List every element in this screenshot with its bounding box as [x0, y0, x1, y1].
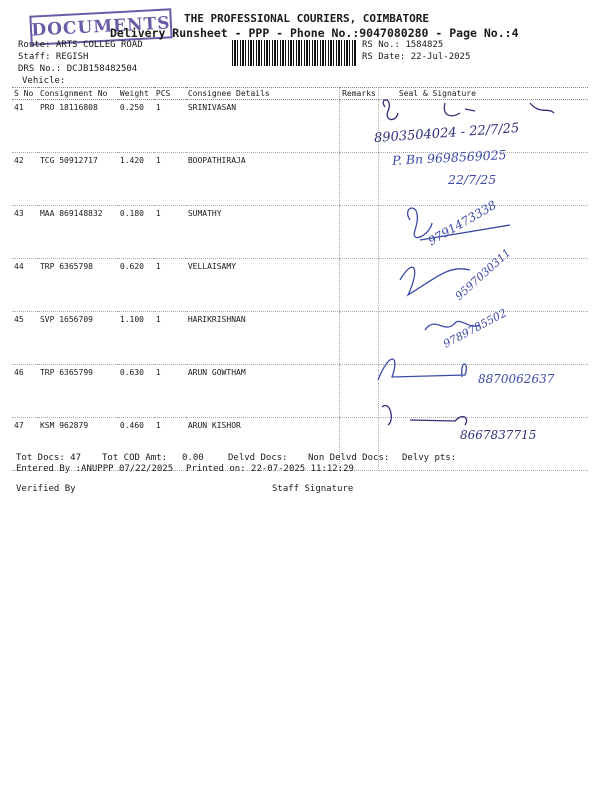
row-pcs: 1 [154, 153, 186, 206]
drs-number: DRS No.: DCJB158482504 [18, 64, 138, 74]
row-weight: 1.100 [118, 312, 154, 365]
row-pcs: 1 [154, 100, 186, 153]
row-sno: 43 [12, 206, 38, 259]
runsheet-subtitle: Delivery Runsheet - PPP - Phone No.:9047080280 - Page No.:4 [110, 26, 519, 40]
non-delivered-docs: Non Delvd Docs: [308, 453, 390, 463]
row-weight: 0.250 [118, 100, 154, 153]
row-consignee: ARUN KISHOR [186, 418, 340, 471]
row-consignee: HARIKRISHNAN [186, 312, 340, 365]
barcode [232, 40, 356, 66]
row-consignment: SVP 1656709 [38, 312, 118, 365]
row-consignment: TCG 50912717 [38, 153, 118, 206]
staff-text: Staff: REGISH [18, 52, 89, 62]
row-sno: 45 [12, 312, 38, 365]
row-weight: 0.630 [118, 365, 154, 418]
row-consignee: SRINIVASAN [186, 100, 340, 153]
total-docs: Tot Docs: 47 [16, 453, 82, 463]
handwritten-phone-47: 8667837715 [460, 428, 537, 442]
company-title: THE PROFESSIONAL COURIERS, COIMBATORE [184, 12, 430, 25]
row-consignee: ARUN GOWTHAM [186, 365, 340, 418]
delivered-docs: Delvd Docs: [228, 453, 288, 463]
handwritten-phone-43: 9791473338 [425, 197, 499, 249]
row-consignee: SUMATHY [186, 206, 340, 259]
row-consignment: TRP 6365799 [38, 365, 118, 418]
row-sno: 47 [12, 418, 38, 471]
row-pcs: 1 [154, 365, 186, 418]
signature-41-b [444, 103, 475, 116]
row-weight: 0.620 [118, 259, 154, 312]
handwritten-date-42: 22/7/25 [448, 172, 497, 187]
header-consignment: Consignment No [38, 88, 118, 100]
row-weight: 0.180 [118, 206, 154, 259]
handwritten-phone-44: 9597030311 [452, 246, 514, 303]
row-consignment: KSM 962879 [38, 418, 118, 471]
row-pcs: 1 [154, 259, 186, 312]
signature-47 [382, 406, 467, 425]
signature-46 [378, 359, 466, 380]
row-sno: 44 [12, 259, 38, 312]
handwritten-phone-41: 8903504024 - 22/7/25 [373, 120, 520, 147]
handwritten-phone-42: P. Bn 9698569025 [391, 147, 507, 168]
row-consignment: MAA 869148832 [38, 206, 118, 259]
header-remarks: Remarks [340, 88, 379, 100]
row-weight: 0.460 [118, 418, 154, 471]
row-pcs: 1 [154, 206, 186, 259]
signature-41-c [530, 103, 554, 113]
vehicle-text: Vehicle: [22, 76, 66, 86]
route-text: Route: ARTS COLLEG ROAD [18, 40, 143, 50]
row-weight: 1.420 [118, 153, 154, 206]
printed-on: Printed on: 22-07-2025 11:12:29 [186, 464, 354, 474]
header-pcs: PCS [154, 88, 186, 100]
verified-by: Verified By [16, 484, 76, 494]
handwritten-phone-46: 8870062637 [478, 372, 555, 386]
row-pcs: 1 [154, 418, 186, 471]
row-sno: 46 [12, 365, 38, 418]
rs-date: RS Date: 22-Jul-2025 [362, 52, 471, 62]
header-weight: Weight [118, 88, 154, 100]
total-cod-value: 0.00 [182, 453, 204, 463]
documents-stamp: DOCUMENTS [29, 8, 172, 45]
rs-number: RS No.: 1584825 [362, 40, 444, 50]
row-pcs: 1 [154, 312, 186, 365]
row-consignment: PRO 18116808 [38, 100, 118, 153]
row-consignee: BOOPATHIRAJA [186, 153, 340, 206]
total-cod-label: Tot COD Amt: [102, 453, 168, 463]
row-consignment: TRP 6365798 [38, 259, 118, 312]
header-sno: S No [12, 88, 38, 100]
delivery-points: Delvy pts: [402, 453, 457, 463]
header-seal: Seal & Signature [378, 88, 588, 100]
header-consignee: Consignee Details [186, 88, 340, 100]
entered-by: Entered By :ANUPPP 07/22/2025 [16, 464, 174, 474]
staff-signature: Staff Signature [272, 484, 354, 494]
signature-41 [383, 100, 398, 120]
row-consignee: VELLAISAMY [186, 259, 340, 312]
handwritten-phone-45: 9789785502 [441, 306, 509, 351]
row-sno: 41 [12, 100, 38, 153]
row-sno: 42 [12, 153, 38, 206]
